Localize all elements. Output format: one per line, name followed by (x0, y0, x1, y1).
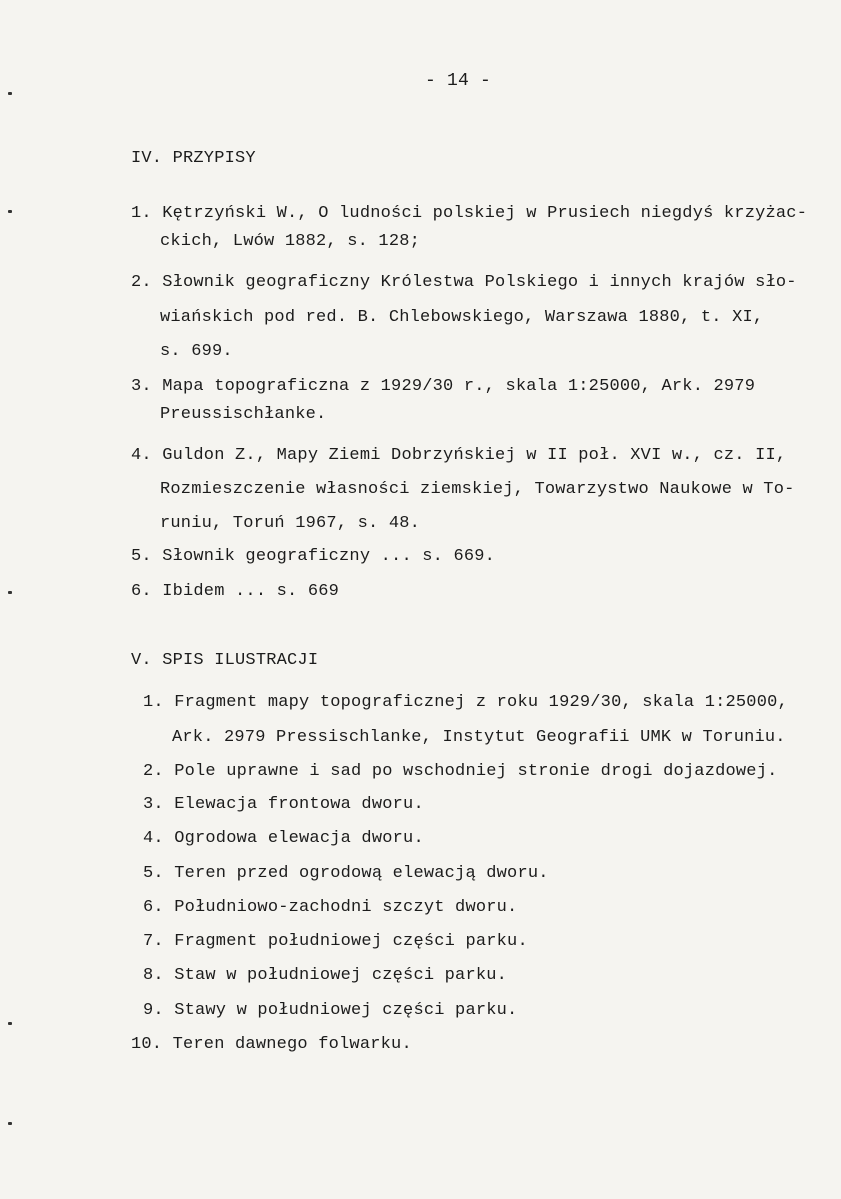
illustration-line: 9. Stawy w południowej części parku. (143, 1001, 518, 1020)
illustration-line: 6. Południowo-zachodni szczyt dworu. (143, 898, 518, 917)
footnote-line: 6. Ibidem ... s. 669 (131, 582, 340, 601)
illustration-line: 4. Ogrodowa elewacja dworu. (143, 829, 424, 848)
illustration-line: 10. Teren dawnego folwarku. (131, 1035, 412, 1054)
section-heading-przypisy: IV. PRZYPISY (131, 149, 256, 168)
illustration-line: 1. Fragment mapy topograficznej z roku 1929/30, skala 1:25000, (143, 693, 788, 712)
footnote-line: 1. Kętrzyński W., O ludności polskiej w Prusiech niegdyś krzyżac- (131, 204, 808, 223)
illustration-line: Ark. 2979 Pressischlanke, Instytut Geografii UMK w Toruniu. (172, 728, 786, 747)
footnote-line: wiańskich pod red. B. Chlebowskiego, Warszawa 1880, t. XI, (160, 308, 764, 327)
margin-mark (8, 92, 12, 95)
margin-mark (8, 1022, 12, 1025)
footnote-line: 3. Mapa topograficzna z 1929/30 r., skala 1:25000, Ark. 2979 (131, 377, 756, 396)
illustration-line: 7. Fragment południowej części parku. (143, 932, 528, 951)
illustration-line: 2. Pole uprawne i sad po wschodniej stronie drogi dojazdowej. (143, 762, 778, 781)
footnote-line: Preussischłanke. (160, 405, 327, 424)
footnote-line: Rozmieszczenie własności ziemskiej, Towarzystwo Naukowe w To- (160, 480, 795, 499)
margin-mark (8, 591, 12, 594)
illustration-line: 8. Staw w południowej części parku. (143, 966, 508, 985)
margin-mark (8, 210, 12, 213)
footnote-line: 5. Słownik geograficzny ... s. 669. (131, 547, 496, 566)
footnote-line: 4. Guldon Z., Mapy Ziemi Dobrzyńskiej w II poł. XVI w., cz. II, (131, 446, 787, 465)
footnote-line: runiu, Toruń 1967, s. 48. (160, 514, 421, 533)
page-number: - 14 - (425, 71, 492, 91)
footnote-line: s. 699. (160, 342, 233, 361)
illustration-line: 3. Elewacja frontowa dworu. (143, 795, 424, 814)
illustration-line: 5. Teren przed ogrodową elewacją dworu. (143, 864, 549, 883)
footnote-line: ckich, Lwów 1882, s. 128; (160, 232, 421, 251)
footnote-line: 2. Słownik geograficzny Królestwa Polskiego i innych krajów sło- (131, 273, 797, 292)
margin-mark (8, 1122, 12, 1125)
section-heading-spis-ilustracji: V. SPIS ILUSTRACJI (131, 651, 319, 670)
